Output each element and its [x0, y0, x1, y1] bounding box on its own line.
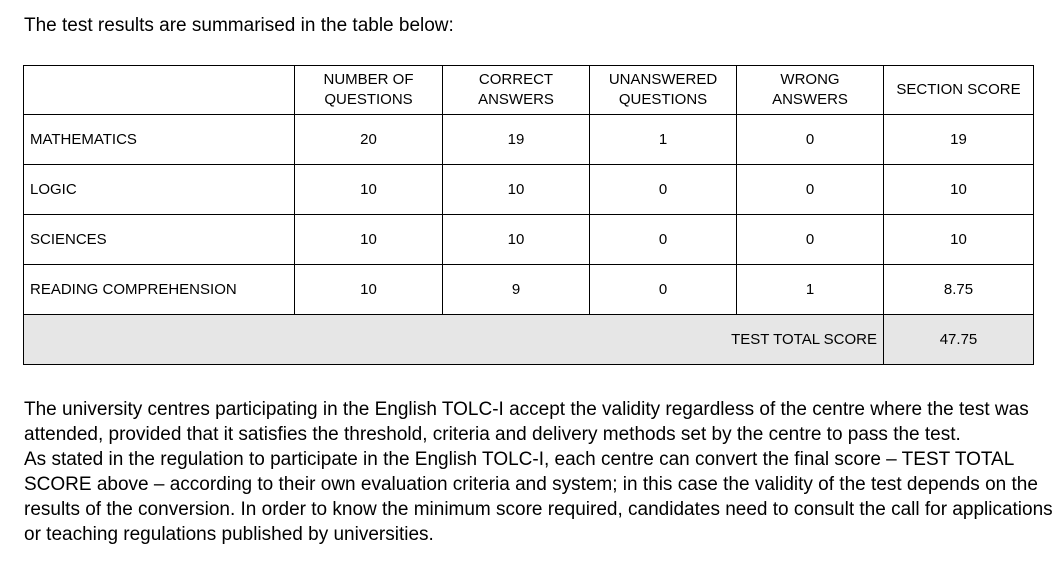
header-line: QUESTIONS	[618, 91, 708, 108]
header-line: WRONG	[780, 71, 840, 88]
correct-cell: 9	[443, 265, 590, 315]
score-cell: 19	[884, 115, 1034, 165]
table-row	[24, 215, 1034, 265]
header-number-of-questions	[295, 66, 443, 115]
header-row	[24, 66, 1034, 115]
unanswered-cell: 0	[590, 165, 737, 215]
explanation-text	[24, 397, 1054, 547]
correct-cell: 19	[443, 115, 590, 165]
header-line: ANSWERS	[772, 91, 848, 108]
validity-paragraph: The university centres participating in the English TOLC-I accept the validity regardless of the centre where the test was attended, provided that it satisfies the threshold, criteria and delivery methods set by the centre to pass the test.	[24, 399, 1029, 445]
conversion-paragraph: As stated in the regulation to participate in the English TOLC-I, each centre can convert the final score – TEST TOTAL SCORE above – according to their own evaluation criteria and system; in this case the validity of the test depends on the results of the conversion. In order to know the minimum score required, candidates need to consult the call for applications or teaching regulations published by universities.	[24, 449, 1053, 545]
score-cell: 10	[884, 165, 1034, 215]
wrong-cell: 1	[737, 265, 884, 315]
wrong-cell: 0	[737, 165, 884, 215]
header-unanswered-questions	[590, 66, 737, 115]
total-score-value: 47.75	[884, 315, 1034, 365]
header-section	[24, 66, 295, 115]
table-row	[24, 265, 1034, 315]
wrong-cell: 0	[737, 215, 884, 265]
header-line: SECTION SCORE	[896, 81, 1021, 98]
intro-text: The test results are summarised in the table below:	[24, 15, 454, 36]
questions-cell: 10	[295, 215, 443, 265]
results-table	[23, 65, 1034, 365]
questions-cell: 20	[295, 115, 443, 165]
wrong-cell: 0	[737, 115, 884, 165]
total-score-label: TEST TOTAL SCORE	[24, 315, 884, 365]
header-line: ANSWERS	[478, 91, 554, 108]
score-cell: 8.75	[884, 265, 1034, 315]
header-wrong-answers	[737, 66, 884, 115]
unanswered-cell: 0	[590, 215, 737, 265]
header-line: CORRECT	[478, 71, 554, 88]
section-name: SCIENCES	[24, 215, 295, 265]
questions-cell: 10	[295, 265, 443, 315]
header-line: UNANSWERED	[608, 71, 718, 88]
header-correct-answers	[443, 66, 590, 115]
section-name: READING COMPREHENSION	[24, 265, 295, 315]
table-row	[24, 165, 1034, 215]
total-row	[24, 315, 1034, 365]
correct-cell: 10	[443, 165, 590, 215]
table-row	[24, 115, 1034, 165]
header-line: NUMBER OF	[323, 71, 414, 88]
header-section-score	[884, 66, 1034, 115]
header-line: QUESTIONS	[324, 91, 413, 108]
section-name: LOGIC	[24, 165, 295, 215]
score-cell: 10	[884, 215, 1034, 265]
unanswered-cell: 1	[590, 115, 737, 165]
questions-cell: 10	[295, 165, 443, 215]
unanswered-cell: 0	[590, 265, 737, 315]
correct-cell: 10	[443, 215, 590, 265]
section-name: MATHEMATICS	[24, 115, 295, 165]
